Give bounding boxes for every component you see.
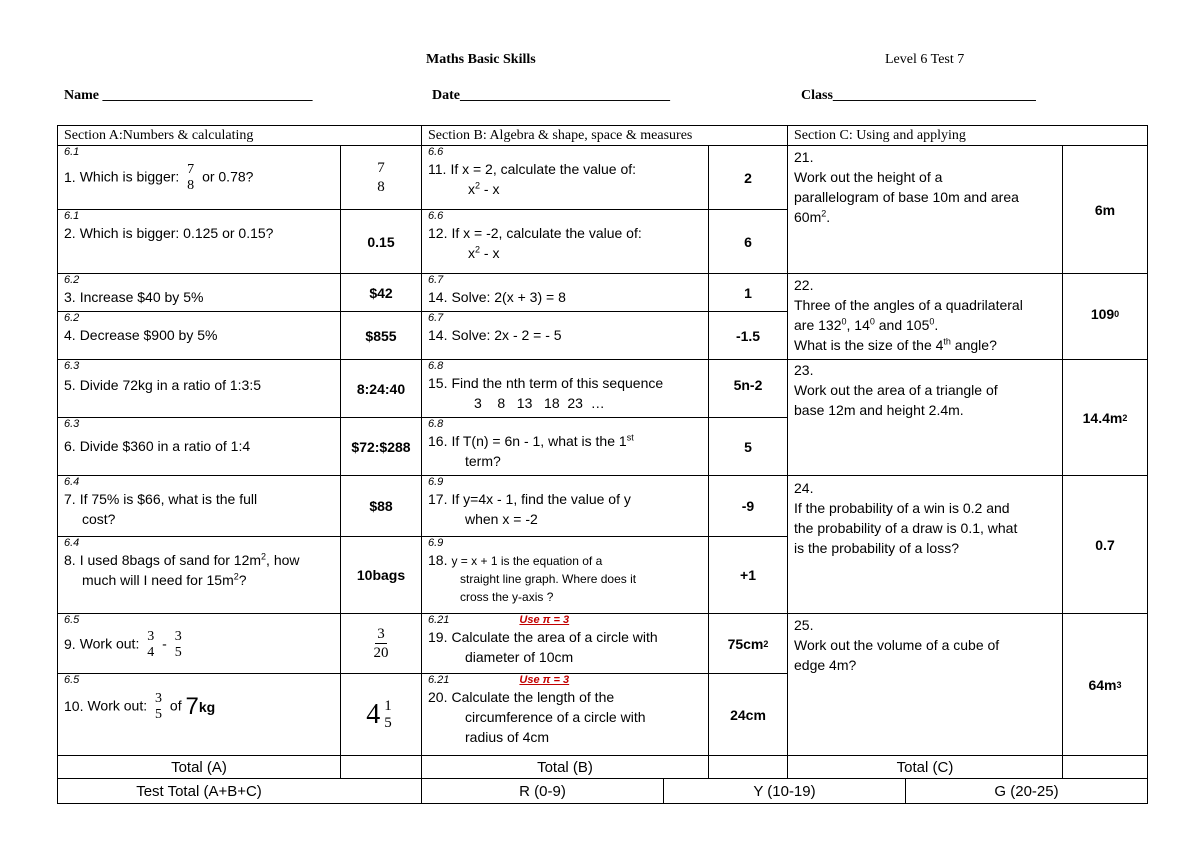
question-19: 6.21 Use π = 3 19. Calculate the area of a circle with diameter of 10cm xyxy=(428,614,658,665)
question-22: 22. Three of the angles of a quadrilateral are $132^0$, $14^0$ and $105^0$. What is the size of the 4th angle? xyxy=(794,277,1023,353)
answer-22: 109 0 xyxy=(1090,306,1120,322)
question-18: 6.9 18. y = x + 1 is the equation of a straight line graph. Where does it cross the y-axis ? xyxy=(422,537,708,606)
fraction: 3 4 xyxy=(147,629,155,660)
test-total-label: Test Total (A+B+C) xyxy=(136,782,262,800)
question-4: 6.2 4. Decrease $900 by 5% xyxy=(58,312,340,345)
question-text: or 0.78? xyxy=(202,168,254,185)
answer-1: 7 8 xyxy=(377,159,385,195)
question-25: 25. Work out the volume of a cube of edge 4m? xyxy=(794,617,1000,673)
question-1 xyxy=(58,146,340,194)
total-c-field[interactable] xyxy=(1063,756,1147,778)
question-15: 6.8 15. Find the nth term of this sequence 3 8 13 18 23 … xyxy=(422,360,708,413)
question-2: 6.1 2. Which is bigger: 0.125 or 0.15? xyxy=(58,210,340,243)
curriculum-ref: 6.4 xyxy=(64,476,80,488)
answer-21: 6m xyxy=(1094,201,1116,218)
question-7: 6.4 7. If 75% is $66, what is the full cost? xyxy=(58,476,340,529)
curriculum-ref: 6.6 xyxy=(428,146,444,158)
answer-17: -9 xyxy=(741,498,755,514)
page-title: Maths Basic Skills xyxy=(426,52,536,67)
fraction: 7 8 xyxy=(187,162,195,193)
question-21: 21. Work out the height of a parallelogram of base 10m and area $60m^2$. xyxy=(788,147,1062,227)
question-number: 1. xyxy=(64,168,76,185)
question-8: 6.4 8. I used 8bags of sand for $12m^2$, how much will I need for $15m^2$? xyxy=(58,537,340,590)
pi-note: Use π = 3 xyxy=(519,614,570,626)
question-24: 24. If the probability of a win is 0.2 and the probability of a draw is 0.1, what is the probability of a loss? xyxy=(794,480,1018,556)
question-text: Increase $40 by 5% xyxy=(79,289,204,305)
total-b-field[interactable] xyxy=(709,756,787,778)
answer-7: $88 xyxy=(369,498,393,514)
name-label: Name ______________________________ xyxy=(64,88,313,103)
fraction: 3 5 xyxy=(155,691,163,722)
answer-2: 0.15 xyxy=(367,233,395,250)
answer-23: 14.4m 2 xyxy=(1082,409,1128,426)
question-14a: 6.7 14. Solve: 2(x + 3) = 8 xyxy=(422,274,708,307)
curriculum-ref: 6.1 xyxy=(64,146,80,158)
question-text: Which is bigger: 0.125 or 0.15? xyxy=(79,225,274,241)
answer-8: 10bags xyxy=(356,567,406,583)
class-label: Class_____________________________ xyxy=(801,88,1036,103)
answer-20: 24cm xyxy=(730,706,766,723)
total-a-label: Total (A) xyxy=(171,758,227,776)
question-3: 6.2 3. Increase $40 by 5% xyxy=(58,274,340,307)
band-green: G (20-25) xyxy=(994,782,1059,800)
question-9: 6.5 9. Work out: 3 4 - 3 5 xyxy=(58,614,340,661)
curriculum-ref: 6.21 xyxy=(428,674,450,686)
answer-16: 5 xyxy=(744,438,752,455)
section-b-header: Section B: Algebra & shape, space & measures xyxy=(428,128,693,143)
question-12: 6.6 12. If x = -2, calculate the value of: $x^2$ - x xyxy=(422,210,708,263)
question-text: Which is bigger: xyxy=(79,168,180,185)
curriculum-ref: 6.5 xyxy=(64,674,80,686)
total-c-label: Total (C) xyxy=(896,758,954,776)
answer-9: $\frac{3}{20}$ xyxy=(373,626,389,661)
section-a-header: Section A:Numbers & calculating xyxy=(64,128,254,143)
answer-6: $72:$288 xyxy=(351,438,411,455)
curriculum-ref: 6.9 xyxy=(428,537,444,549)
question-20: 6.21 Use π = 3 20. Calculate the length of the circumference of a circle with radius of 4cm xyxy=(428,674,646,745)
curriculum-ref: 6.2 xyxy=(64,312,80,324)
curriculum-ref: 6.7 xyxy=(428,274,444,286)
total-b-label: Total (B) xyxy=(537,758,593,776)
test-label: Level 6 Test 7 xyxy=(885,52,965,67)
curriculum-ref: 6.5 xyxy=(64,614,80,626)
curriculum-ref: 6.21 xyxy=(428,614,450,626)
answer-5: 8:24:40 xyxy=(356,380,406,397)
question-text: cost? xyxy=(82,511,116,527)
answer-14b: -1.5 xyxy=(735,327,761,344)
answer-10: 4 1 5 xyxy=(366,697,392,731)
answer-12: 6 xyxy=(744,233,752,250)
curriculum-ref: 6.1 xyxy=(64,210,80,222)
answer-11: 2 xyxy=(744,169,752,186)
curriculum-ref: 6.2 xyxy=(64,274,80,286)
curriculum-ref: 6.3 xyxy=(64,360,80,372)
question-text: Decrease $900 by 5% xyxy=(79,327,218,343)
answer-24: 0.7 xyxy=(1095,536,1115,553)
question-5: 6.3 5. Divide 72kg in a ratio of 1:3:5 xyxy=(58,360,340,395)
total-a-field[interactable] xyxy=(341,756,421,778)
answer-19: 75cm 2 xyxy=(727,635,769,652)
curriculum-ref: 6.8 xyxy=(428,360,444,372)
question-6: 6.3 6. Divide $360 in a ratio of 1:4 xyxy=(58,418,340,456)
question-23: 23. Work out the area of a triangle of base 12m and height 2.4m. xyxy=(794,362,998,418)
question-16: 6.8 16. If T(n) = 6n - 1, what is the 1st term? xyxy=(422,418,708,471)
answer-15: 5n-2 xyxy=(733,377,763,393)
date-label: Date______________________________ xyxy=(432,88,670,103)
question-text: If 75% is $66, what is the full xyxy=(79,491,258,507)
question-text: Divide $360 in a ratio of 1:4 xyxy=(79,438,251,454)
question-11: 6.6 11. If x = 2, calculate the value of: $x^2$ - x xyxy=(422,146,708,199)
fraction: 3 5 xyxy=(174,629,182,660)
curriculum-ref: 6.8 xyxy=(428,418,444,430)
question-number: 21. xyxy=(794,149,814,165)
answer-3: $42 xyxy=(369,284,393,301)
question-17: 6.9 17. If y=4x - 1, find the value of y when x = -2 xyxy=(422,476,708,529)
answer-25: 64m 3 xyxy=(1088,676,1122,693)
question-text: Divide 72kg in a ratio of 1:3:5 xyxy=(79,377,262,393)
curriculum-ref: 6.3 xyxy=(64,418,80,430)
curriculum-ref: 6.7 xyxy=(428,312,444,324)
question-14b: 6.7 14. Solve: 2x - 2 = - 5 xyxy=(422,312,708,345)
question-10: 6.5 10. Work out: 3 5 of 7kg xyxy=(58,674,340,723)
band-yellow: Y (10-19) xyxy=(753,782,816,800)
curriculum-ref: 6.4 xyxy=(64,537,80,549)
answer-14a: 1 xyxy=(744,284,752,301)
curriculum-ref: 6.9 xyxy=(428,476,444,488)
answer-4: $855 xyxy=(365,327,397,344)
band-red: R (0-9) xyxy=(519,782,566,800)
section-c-header: Section C: Using and applying xyxy=(794,128,966,143)
curriculum-ref: 6.6 xyxy=(428,210,444,222)
answer-18: +1 xyxy=(740,567,756,583)
pi-note: Use π = 3 xyxy=(519,674,570,686)
test-total-field[interactable] xyxy=(341,779,421,803)
